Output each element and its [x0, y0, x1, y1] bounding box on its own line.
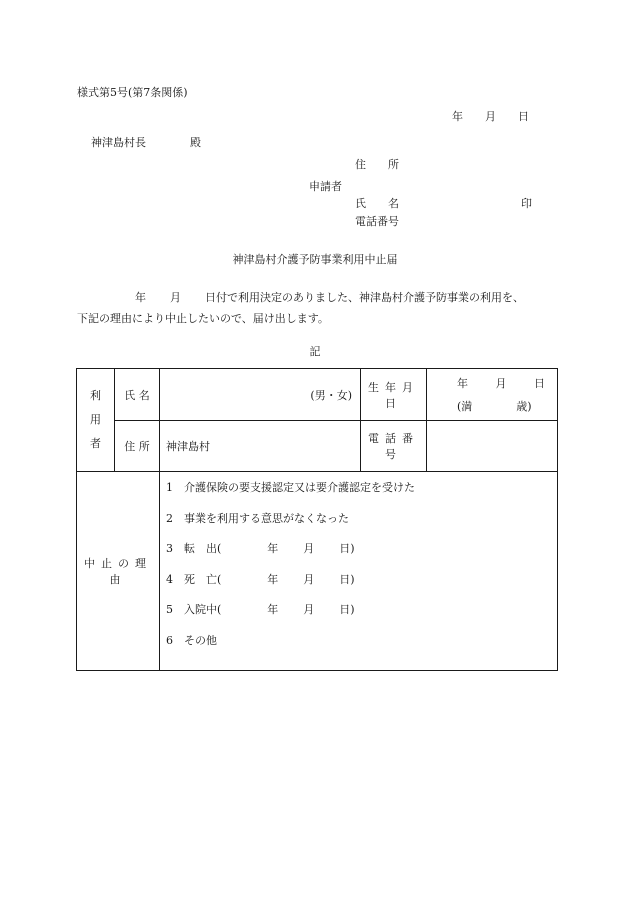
dob-day: 日: [534, 376, 545, 390]
gender-options: (男・女): [310, 388, 352, 402]
reason-number: 5: [166, 603, 173, 616]
addressee-honorific: 殿: [190, 136, 201, 149]
ki-heading: 記: [309, 345, 321, 358]
application-table: [76, 368, 558, 671]
reason-day: 日): [339, 603, 355, 616]
form-number: 様式第5号(第7条関係): [77, 86, 188, 99]
name-field[interactable]: [160, 369, 361, 421]
dob-age: (満 歳): [457, 399, 532, 413]
phone-field[interactable]: [427, 421, 558, 472]
reason-year: 年: [267, 542, 279, 555]
user-header: [77, 369, 115, 472]
reason-number: 2: [166, 511, 173, 525]
address-label: 住 所: [115, 421, 160, 472]
applicant-phone-label: 電話番号: [355, 215, 399, 228]
reason-text: 転 出(: [184, 542, 222, 555]
address-field[interactable]: [160, 421, 361, 472]
submission-date: [452, 111, 529, 122]
seal-mark: 印: [521, 197, 532, 210]
reason-item[interactable]: [166, 635, 557, 666]
address-value: 神津島村: [166, 440, 210, 453]
body-line-2: 下記の理由により中止したいので、届け出します。: [77, 312, 329, 325]
body-line-1: [135, 292, 524, 303]
reason-item[interactable]: [166, 604, 557, 635]
dob-month: 月: [495, 376, 507, 390]
reason-year: 年: [267, 572, 279, 586]
addressee-name: 神津島村長: [91, 136, 146, 149]
applicant-name-label: 氏 名: [355, 197, 399, 210]
user-char-3: 者: [90, 437, 101, 450]
addressee: [91, 137, 201, 148]
reason-text: その他: [184, 633, 217, 647]
reason-day: 日): [339, 572, 355, 586]
reason-item[interactable]: [166, 574, 557, 605]
reason-number: 3: [166, 542, 173, 555]
reason-month: 月: [303, 603, 315, 616]
reason-number: 4: [166, 572, 173, 586]
reason-year: 年: [267, 603, 279, 616]
reason-number: 1: [166, 481, 173, 494]
user-char-2: 用: [90, 413, 101, 426]
reason-text: 介護保険の要支援認定又は要介護認定を受けた: [184, 481, 415, 494]
applicant-address-label: 住 所: [355, 158, 399, 171]
reason-text: 入院中(: [184, 603, 222, 616]
date-month: 月: [485, 110, 496, 123]
body-year: 年: [135, 291, 146, 304]
document-title: 神津島村介護予防事業利用中止届: [232, 253, 398, 266]
reason-number: 6: [166, 633, 173, 647]
name-label: 氏 名: [115, 369, 160, 421]
reason-month: 月: [303, 572, 315, 586]
reason-day: 日): [339, 542, 355, 555]
reason-text: 死 亡(: [184, 572, 222, 586]
reason-item[interactable]: [166, 482, 557, 513]
body-line-1-text: 日付で利用決定のありました、神津島村介護予防事業の利用を、: [205, 291, 524, 304]
phone-label: 電話番号: [361, 421, 427, 472]
dob-year: 年: [457, 376, 468, 390]
dob-field[interactable]: [427, 369, 558, 421]
reason-label: 中止の理由: [77, 472, 160, 671]
dob-label: 生年月日: [361, 369, 427, 421]
reason-item[interactable]: [166, 513, 557, 544]
date-year: 年: [452, 110, 463, 123]
date-day: 日: [518, 110, 529, 123]
reason-month: 月: [303, 542, 315, 555]
applicant-label: 申請者: [309, 180, 342, 193]
reason-item[interactable]: [166, 543, 557, 574]
user-char-1: 利: [90, 389, 101, 402]
reason-text: 事業を利用する意思がなくなった: [184, 511, 349, 525]
body-month: 月: [170, 291, 181, 304]
reason-list: [160, 472, 558, 671]
